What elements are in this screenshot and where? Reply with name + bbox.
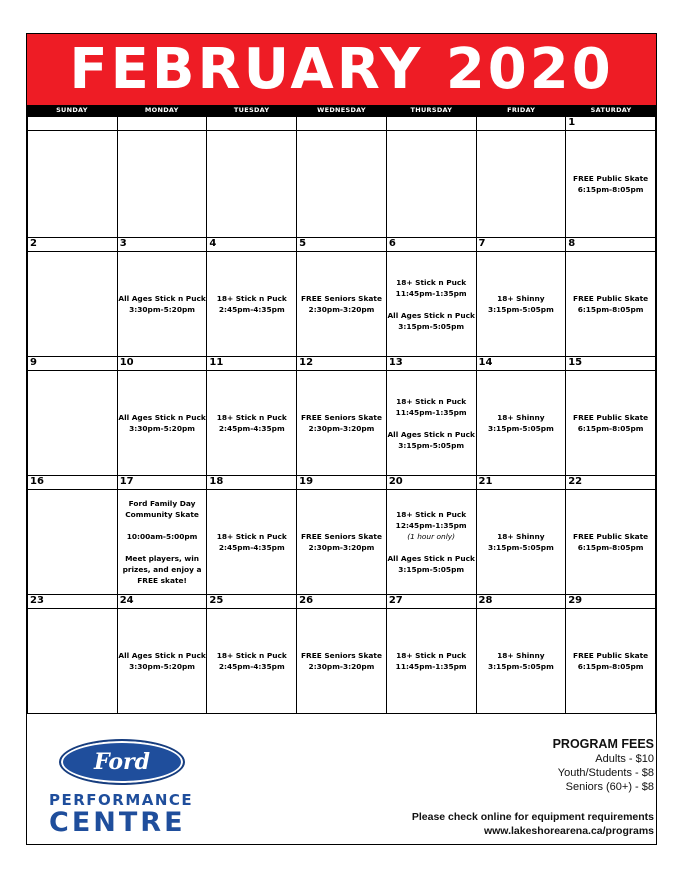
day-cell — [566, 131, 656, 238]
event-line: 18+ Stick n Puck — [396, 396, 467, 406]
event-line: 18+ Shinny — [497, 651, 545, 660]
event — [566, 412, 655, 434]
day-cell — [28, 609, 118, 714]
day-cell — [207, 252, 297, 357]
weekday-label: MONDAY — [144, 106, 179, 114]
date-number-row — [28, 238, 656, 252]
date-number: 10 — [117, 357, 207, 371]
event-line: Meet players, win — [125, 554, 200, 563]
day-cell — [117, 252, 207, 357]
event — [477, 531, 566, 553]
event — [566, 531, 655, 553]
weekday-label: SUNDAY — [56, 106, 88, 114]
event — [566, 293, 655, 315]
event-line: 3:15pm-5:05pm — [487, 543, 554, 552]
event-line: All Ages Stick n Puck — [118, 413, 206, 422]
event — [477, 412, 566, 434]
date-number: 17 — [117, 476, 207, 490]
date-number: 13 — [386, 357, 476, 371]
event-line: 11:45pm-1:35pm — [395, 288, 467, 298]
date-number: 9 — [28, 357, 118, 371]
date-number: 11 — [207, 357, 297, 371]
event-line: All Ages Stick n Puck — [387, 310, 475, 320]
day-cell — [476, 490, 566, 595]
date-number: 19 — [297, 476, 387, 490]
event — [118, 412, 207, 434]
date-number-row — [28, 357, 656, 371]
day-cell — [28, 252, 118, 357]
date-number: 4 — [207, 238, 297, 252]
event-line: 3:15pm-5:05pm — [398, 440, 465, 450]
day-cell — [297, 371, 387, 476]
day-cell — [117, 131, 207, 238]
event-line: 3:30pm-5:20pm — [129, 662, 195, 671]
event-line: 11:45pm-1:35pm — [395, 407, 467, 417]
event-line: FREE Public Skate — [573, 532, 649, 541]
weekday-header — [27, 105, 656, 116]
event-line: prizes, and enjoy a — [122, 565, 202, 574]
event-line: 12:45pm-1:35pm — [395, 521, 467, 530]
events-row — [28, 490, 656, 595]
event-line: 6:15pm-8:05pm — [577, 185, 644, 194]
event — [118, 553, 207, 586]
date-number-row — [28, 595, 656, 609]
date-number: 22 — [566, 476, 656, 490]
footer — [27, 725, 656, 844]
event-note: (1 hour only) — [407, 532, 456, 541]
event-line: 6:15pm-8:05pm — [577, 662, 644, 671]
event-line: 2:45pm-4:35pm — [218, 305, 285, 314]
date-number — [386, 117, 476, 131]
day-cell — [476, 252, 566, 357]
day-cell — [386, 131, 476, 238]
day-cell — [207, 490, 297, 595]
day-cell — [566, 252, 656, 357]
date-number: 14 — [476, 357, 566, 371]
day-cell — [297, 131, 387, 238]
event-line: All Ages Stick n Puck — [118, 294, 206, 303]
event — [207, 531, 296, 553]
date-number: 29 — [566, 595, 656, 609]
event-line: FREE Public Skate — [573, 413, 649, 422]
event-line: 3:15pm-5:05pm — [487, 305, 554, 314]
day-cell — [566, 490, 656, 595]
weekday-label: THURSDAY — [410, 106, 453, 114]
event — [477, 293, 566, 315]
event — [207, 650, 296, 672]
event-line: 11:45pm-1:35pm — [395, 662, 467, 671]
date-number: 18 — [207, 476, 297, 490]
date-number: 8 — [566, 238, 656, 252]
ford-oval-logo: Ford — [59, 739, 185, 785]
event — [387, 650, 476, 672]
day-cell — [207, 609, 297, 714]
event-line: FREE Seniors Skate — [300, 294, 382, 303]
date-number: 25 — [207, 595, 297, 609]
event-line: 6:15pm-8:05pm — [577, 305, 644, 314]
event-line: 2:45pm-4:35pm — [218, 662, 285, 671]
event-line: FREE Seniors Skate — [300, 532, 382, 541]
fee-seniors: Seniors (60+) - $8 — [565, 781, 654, 793]
events-row — [28, 371, 656, 476]
event — [477, 650, 566, 672]
event-line: 3:30pm-5:20pm — [129, 305, 195, 314]
event — [566, 173, 655, 195]
date-number: 21 — [476, 476, 566, 490]
calendar-sheet — [26, 33, 657, 845]
event-line: 18+ Stick n Puck — [216, 413, 287, 422]
event-line: FREE Seniors Skate — [300, 413, 382, 422]
day-cell — [207, 371, 297, 476]
weekday-label: WEDNESDAY — [317, 106, 366, 114]
event-line: 18+ Shinny — [497, 413, 545, 422]
date-number: 15 — [566, 357, 656, 371]
event-line: FREE skate! — [137, 576, 187, 585]
month-title: FEBRUARY 2020 — [27, 34, 656, 105]
day-cell — [386, 609, 476, 714]
event-line: 2:30pm-3:20pm — [308, 543, 375, 552]
day-cell — [28, 490, 118, 595]
day-cell — [297, 252, 387, 357]
day-cell — [297, 609, 387, 714]
date-number — [117, 117, 207, 131]
day-cell — [386, 490, 476, 595]
event-line: FREE Public Skate — [573, 294, 649, 303]
program-fees — [412, 736, 654, 838]
event-line: 3:15pm-5:05pm — [487, 424, 554, 433]
event-line: 6:15pm-8:05pm — [577, 424, 644, 433]
day-cell — [476, 371, 566, 476]
day-cell — [386, 371, 476, 476]
event-line: 2:30pm-3:20pm — [308, 424, 375, 433]
day-cell — [28, 131, 118, 238]
event — [387, 277, 476, 299]
date-number: 20 — [386, 476, 476, 490]
event-line: Community Skate — [125, 510, 199, 519]
event-line: 2:45pm-4:35pm — [218, 543, 285, 552]
date-number — [297, 117, 387, 131]
date-number: 3 — [117, 238, 207, 252]
event — [118, 498, 207, 520]
event-line: 3:15pm-5:05pm — [398, 321, 465, 331]
date-number: 26 — [297, 595, 387, 609]
date-number-row — [28, 117, 656, 131]
event-line: All Ages Stick n Puck — [118, 651, 206, 660]
day-cell — [28, 371, 118, 476]
day-cell — [476, 131, 566, 238]
event — [387, 553, 476, 575]
event-line: 2:45pm-4:35pm — [218, 424, 285, 433]
day-cell — [386, 252, 476, 357]
logo-centre-text: CENTRE — [49, 807, 186, 838]
date-number: 12 — [297, 357, 387, 371]
weekday-label: FRIDAY — [507, 106, 536, 114]
date-number: 1 — [566, 117, 656, 131]
ford-performance-centre-logo — [49, 739, 194, 837]
events-row — [28, 252, 656, 357]
event-line: All Ages Stick n Puck — [387, 554, 475, 563]
event-line: 18+ Stick n Puck — [396, 277, 467, 287]
day-cell — [566, 609, 656, 714]
calendar-grid — [27, 116, 656, 714]
event — [207, 412, 296, 434]
day-cell — [117, 371, 207, 476]
event-line: 18+ Stick n Puck — [216, 532, 287, 541]
event — [297, 650, 386, 672]
weekday-label: TUESDAY — [233, 106, 270, 114]
day-cell — [117, 609, 207, 714]
logo-performance-text: PERFORMANCE — [49, 791, 194, 809]
programs-url[interactable]: www.lakeshorearena.ca/programs — [483, 825, 654, 837]
day-cell — [476, 609, 566, 714]
equipment-notice: Please check online for equipment requirements — [411, 811, 654, 823]
events-row — [28, 609, 656, 714]
event — [387, 509, 476, 542]
event-line: 18+ Stick n Puck — [216, 651, 287, 660]
date-number: 2 — [28, 238, 118, 252]
event-line: FREE Public Skate — [573, 651, 649, 660]
event-line: 18+ Stick n Puck — [396, 651, 467, 660]
event-line: 3:30pm-5:20pm — [129, 424, 195, 433]
event — [118, 293, 207, 315]
weekday-label: SATURDAY — [590, 106, 632, 114]
date-number: 24 — [117, 595, 207, 609]
date-number: 28 — [476, 595, 566, 609]
event — [118, 650, 207, 672]
date-number: 16 — [28, 476, 118, 490]
date-number: 27 — [386, 595, 476, 609]
fee-adults: Adults - $10 — [595, 753, 654, 765]
date-number — [207, 117, 297, 131]
date-number-row — [28, 476, 656, 490]
event-line: 2:30pm-3:20pm — [308, 662, 375, 671]
day-cell — [297, 490, 387, 595]
event-line: FREE Public Skate — [573, 174, 649, 183]
event-line: 3:15pm-5:05pm — [487, 662, 554, 671]
event — [387, 429, 476, 451]
fee-youth-students: Youth/Students - $8 — [557, 767, 654, 779]
event-line: FREE Seniors Skate — [300, 651, 382, 660]
date-number — [28, 117, 118, 131]
event-line: 18+ Stick n Puck — [216, 294, 287, 303]
event — [207, 293, 296, 315]
event-line: 3:15pm-5:05pm — [398, 565, 465, 574]
event-line: 18+ Shinny — [497, 532, 545, 541]
event — [387, 396, 476, 418]
event — [297, 293, 386, 315]
event — [566, 650, 655, 672]
event-line: All Ages Stick n Puck — [387, 429, 475, 439]
event-line: 2:30pm-3:20pm — [308, 305, 375, 314]
event — [297, 412, 386, 434]
events-row — [28, 131, 656, 238]
event-line: Ford Family Day — [128, 499, 196, 508]
date-number: 23 — [28, 595, 118, 609]
day-cell — [117, 490, 207, 595]
event-line: 18+ Shinny — [497, 294, 545, 303]
event-line: 6:15pm-8:05pm — [577, 543, 644, 552]
day-cell — [207, 131, 297, 238]
date-number: 6 — [386, 238, 476, 252]
event — [387, 310, 476, 332]
date-number: 5 — [297, 238, 387, 252]
program-fees-heading: PROGRAM FEES — [552, 737, 654, 751]
date-number — [476, 117, 566, 131]
event — [118, 531, 207, 542]
event — [297, 531, 386, 553]
date-number: 7 — [476, 238, 566, 252]
event-line: 10:00am-5:00pm — [126, 532, 198, 541]
event-line: 18+ Stick n Puck — [396, 510, 467, 519]
day-cell — [566, 371, 656, 476]
